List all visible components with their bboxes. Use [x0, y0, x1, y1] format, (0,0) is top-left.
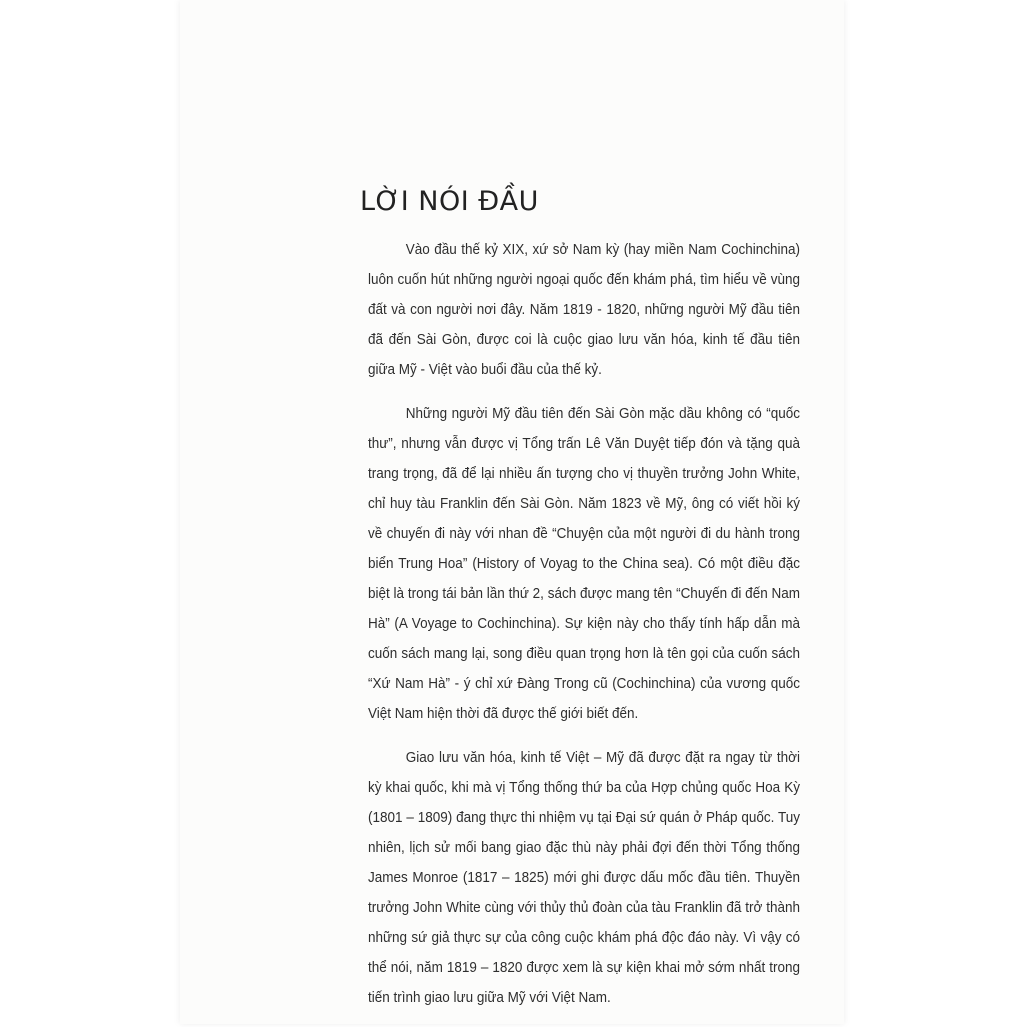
paragraph-2: Những người Mỹ đầu tiên đến Sài Gòn mặc dầu không có “quốc thư”, nhưng vẫn được vị Tổng trấn Lê Văn Duyệt tiếp đón và tặng quà trang trọng, đã để lại nhiều ấn tượng cho vị thuyền trưởng John White, chỉ huy tàu Franklin đến Sài Gòn. Năm 1823 về Mỹ, ông có viết hồi ký về chuyến đi này với nhan đề “Chuyện của một người đi du hành trong biển Trung Hoa” (History of Voyag to the China sea). Có một điều đặc biệt là trong tái bản lần thứ 2, sách được mang tên “Chuyến đi đến Nam Hà” (A Voyage to Cochinchina). Sự kiện này cho thấy tính hấp dẫn mà cuốn sách mang lại, song điều quan trọng hơn là tên gọi của cuốn sách “Xứ Nam Hà” - ý chỉ xứ Đàng Trong cũ (Cochinchina) của vương quốc Việt Nam hiện thời đã được thế giới biết đến.	[368, 405, 800, 722]
paragraph-1: Vào đầu thế kỷ XIX, xứ sở Nam kỳ (hay miền Nam Cochinchina) luôn cuốn hút những người ngoại quốc đến khám phá, tìm hiểu về vùng đất và con người nơi đây. Năm 1819 - 1820, những người Mỹ đầu tiên đã đến Sài Gòn, được coi là cuộc giao lưu văn hóa, kinh tế đầu tiên giữa Mỹ - Việt vào buổi đầu của thế kỷ.	[368, 241, 800, 378]
paragraph-3: Giao lưu văn hóa, kinh tế Việt – Mỹ đã được đặt ra ngay từ thời kỳ khai quốc, khi mà vị Tổng thống thứ ba của Hợp chủng quốc Hoa Kỳ (1801 – 1809) đang thực thi nhiệm vụ tại Đại sứ quán ở Pháp quốc. Tuy nhiên, lịch sử mối bang giao đặc thù này phải đợi đến thời Tổng thống James Monroe (1817 – 1825) mới ghi được dấu mốc đầu tiên. Thuyền trưởng John White cùng với thủy thủ đoàn của tàu Franklin đã trở thành những sứ giả thực sự của công cuộc khám phá độc đáo này. Vì vậy có thể nói, năm 1819 – 1820 được xem là sự kiện khai mở sớm nhất trong tiến trình giao lưu giữa Mỹ với Việt Nam.	[368, 749, 800, 1006]
page-body	[368, 235, 800, 1027]
page-title: LỜI NÓI ĐẦU	[360, 186, 539, 217]
